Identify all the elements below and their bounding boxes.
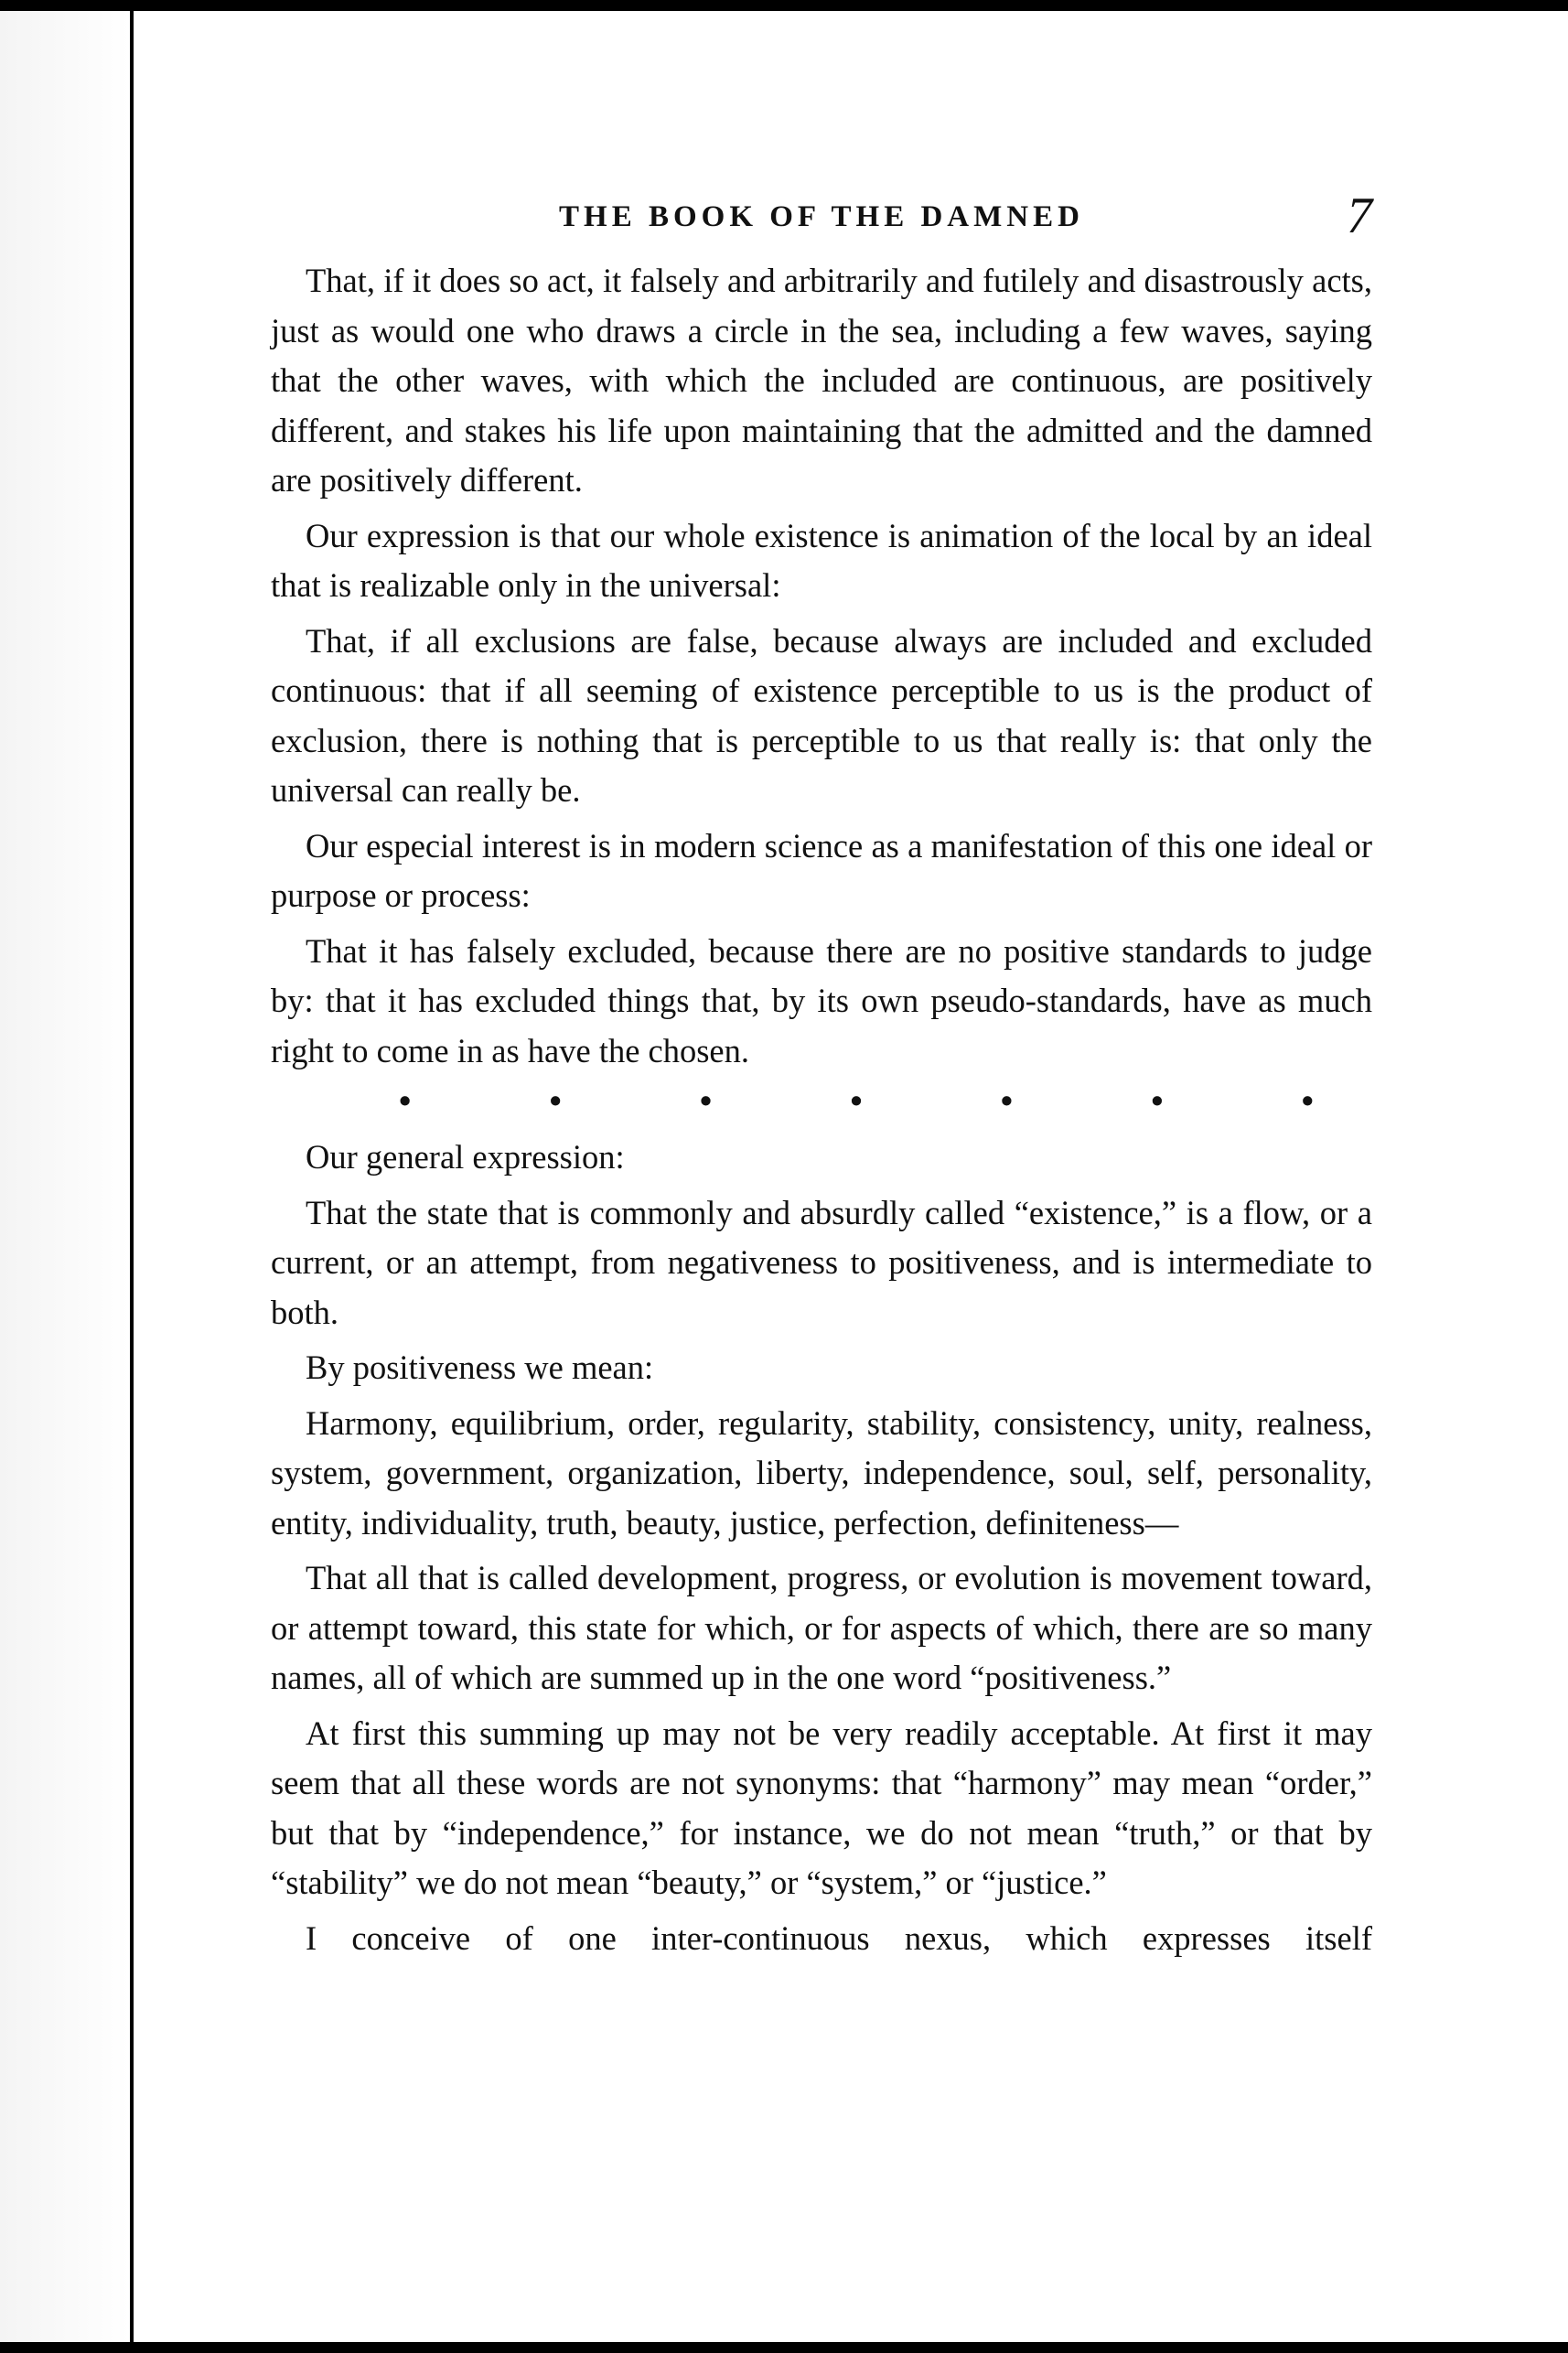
paragraph: That, if all exclusions are false, because always are included and excluded continuous: that if all seeming of existence perceptible to us is the product of exclusion, there is nothing that is perceptible to us that really is: that only the universal can really be. [271,621,1372,809]
separator-dot: • [1301,1082,1314,1121]
binding-gutter [0,11,130,2342]
paragraph: That the state that is commonly and absurdly called “existence,” is a flow, or a current, or an attempt, from negativeness to positiveness, and is intermediate to both. [271,1193,1372,1331]
paragraph: By positiveness we mean: [306,1348,654,1386]
paragraph: That all that is called development, progress, or evolution is movement toward, or attempt toward, this state for which, or for aspects of which, there are so many names, all of which are summed up in the one word “positiveness.” [271,1559,1372,1696]
paragraph: Harmony, equilibrium, order, regularity, stability, consistency, unity, realness, system, government, organization, liberty, independence, soul, self, personality, entity, individuality, truth, beauty, justice, perfection, definiteness— [271,1403,1372,1542]
binding-edge-line [130,11,134,2342]
top-scan-border [0,0,1568,11]
separator-dot: • [399,1082,412,1121]
separator-dot: • [1000,1082,1014,1121]
separator-dot: • [699,1082,713,1121]
paragraph: Our general expression: [306,1138,625,1176]
separator-dot: • [1151,1082,1164,1121]
running-title: THE BOOK OF THE DAMNED [559,200,1084,233]
section-separator [399,1081,1314,1122]
paragraph: That it has falsely excluded, because there are no positive standards to judge by: that it has excluded things that, by its own pseudo-standards, have as much right to come in as have the chosen. [271,931,1372,1069]
separator-dot: • [850,1082,863,1121]
page-number: 7 [1347,188,1372,244]
paragraph: I conceive of one inter-continuous nexus, which expresses itself [306,1918,1372,1957]
paragraph: Our especial interest is in modern science as a manifestation of this one ideal or purpose or process: [271,826,1372,914]
paragraph: Our expression is that our whole existence is animation of the local by an ideal that is realizable only in the universal: [271,516,1372,604]
paragraph: At first this summing up may not be very readily acceptable. At first it may seem that all these words are not synonyms: that “harmony” may mean “order,” but that by “independence,” for instance, we do not mean “truth,” or that by “stability” we do not mean “beauty,” or “system,” or “justice.” [271,1714,1372,1901]
paragraph: That, if it does so act, it falsely and arbitrarily and futilely and disastrously acts, just as would one who draws a circle in the sea, including a few waves, saying that the other waves, with which the included are continuous, are positively different, and stakes his life upon maintaining that the admitted and the damned are positively different. [271,262,1372,499]
bottom-scan-border [0,2342,1568,2353]
body-text [271,256,1372,1963]
page-header [271,188,1372,258]
separator-dot: • [549,1082,562,1121]
